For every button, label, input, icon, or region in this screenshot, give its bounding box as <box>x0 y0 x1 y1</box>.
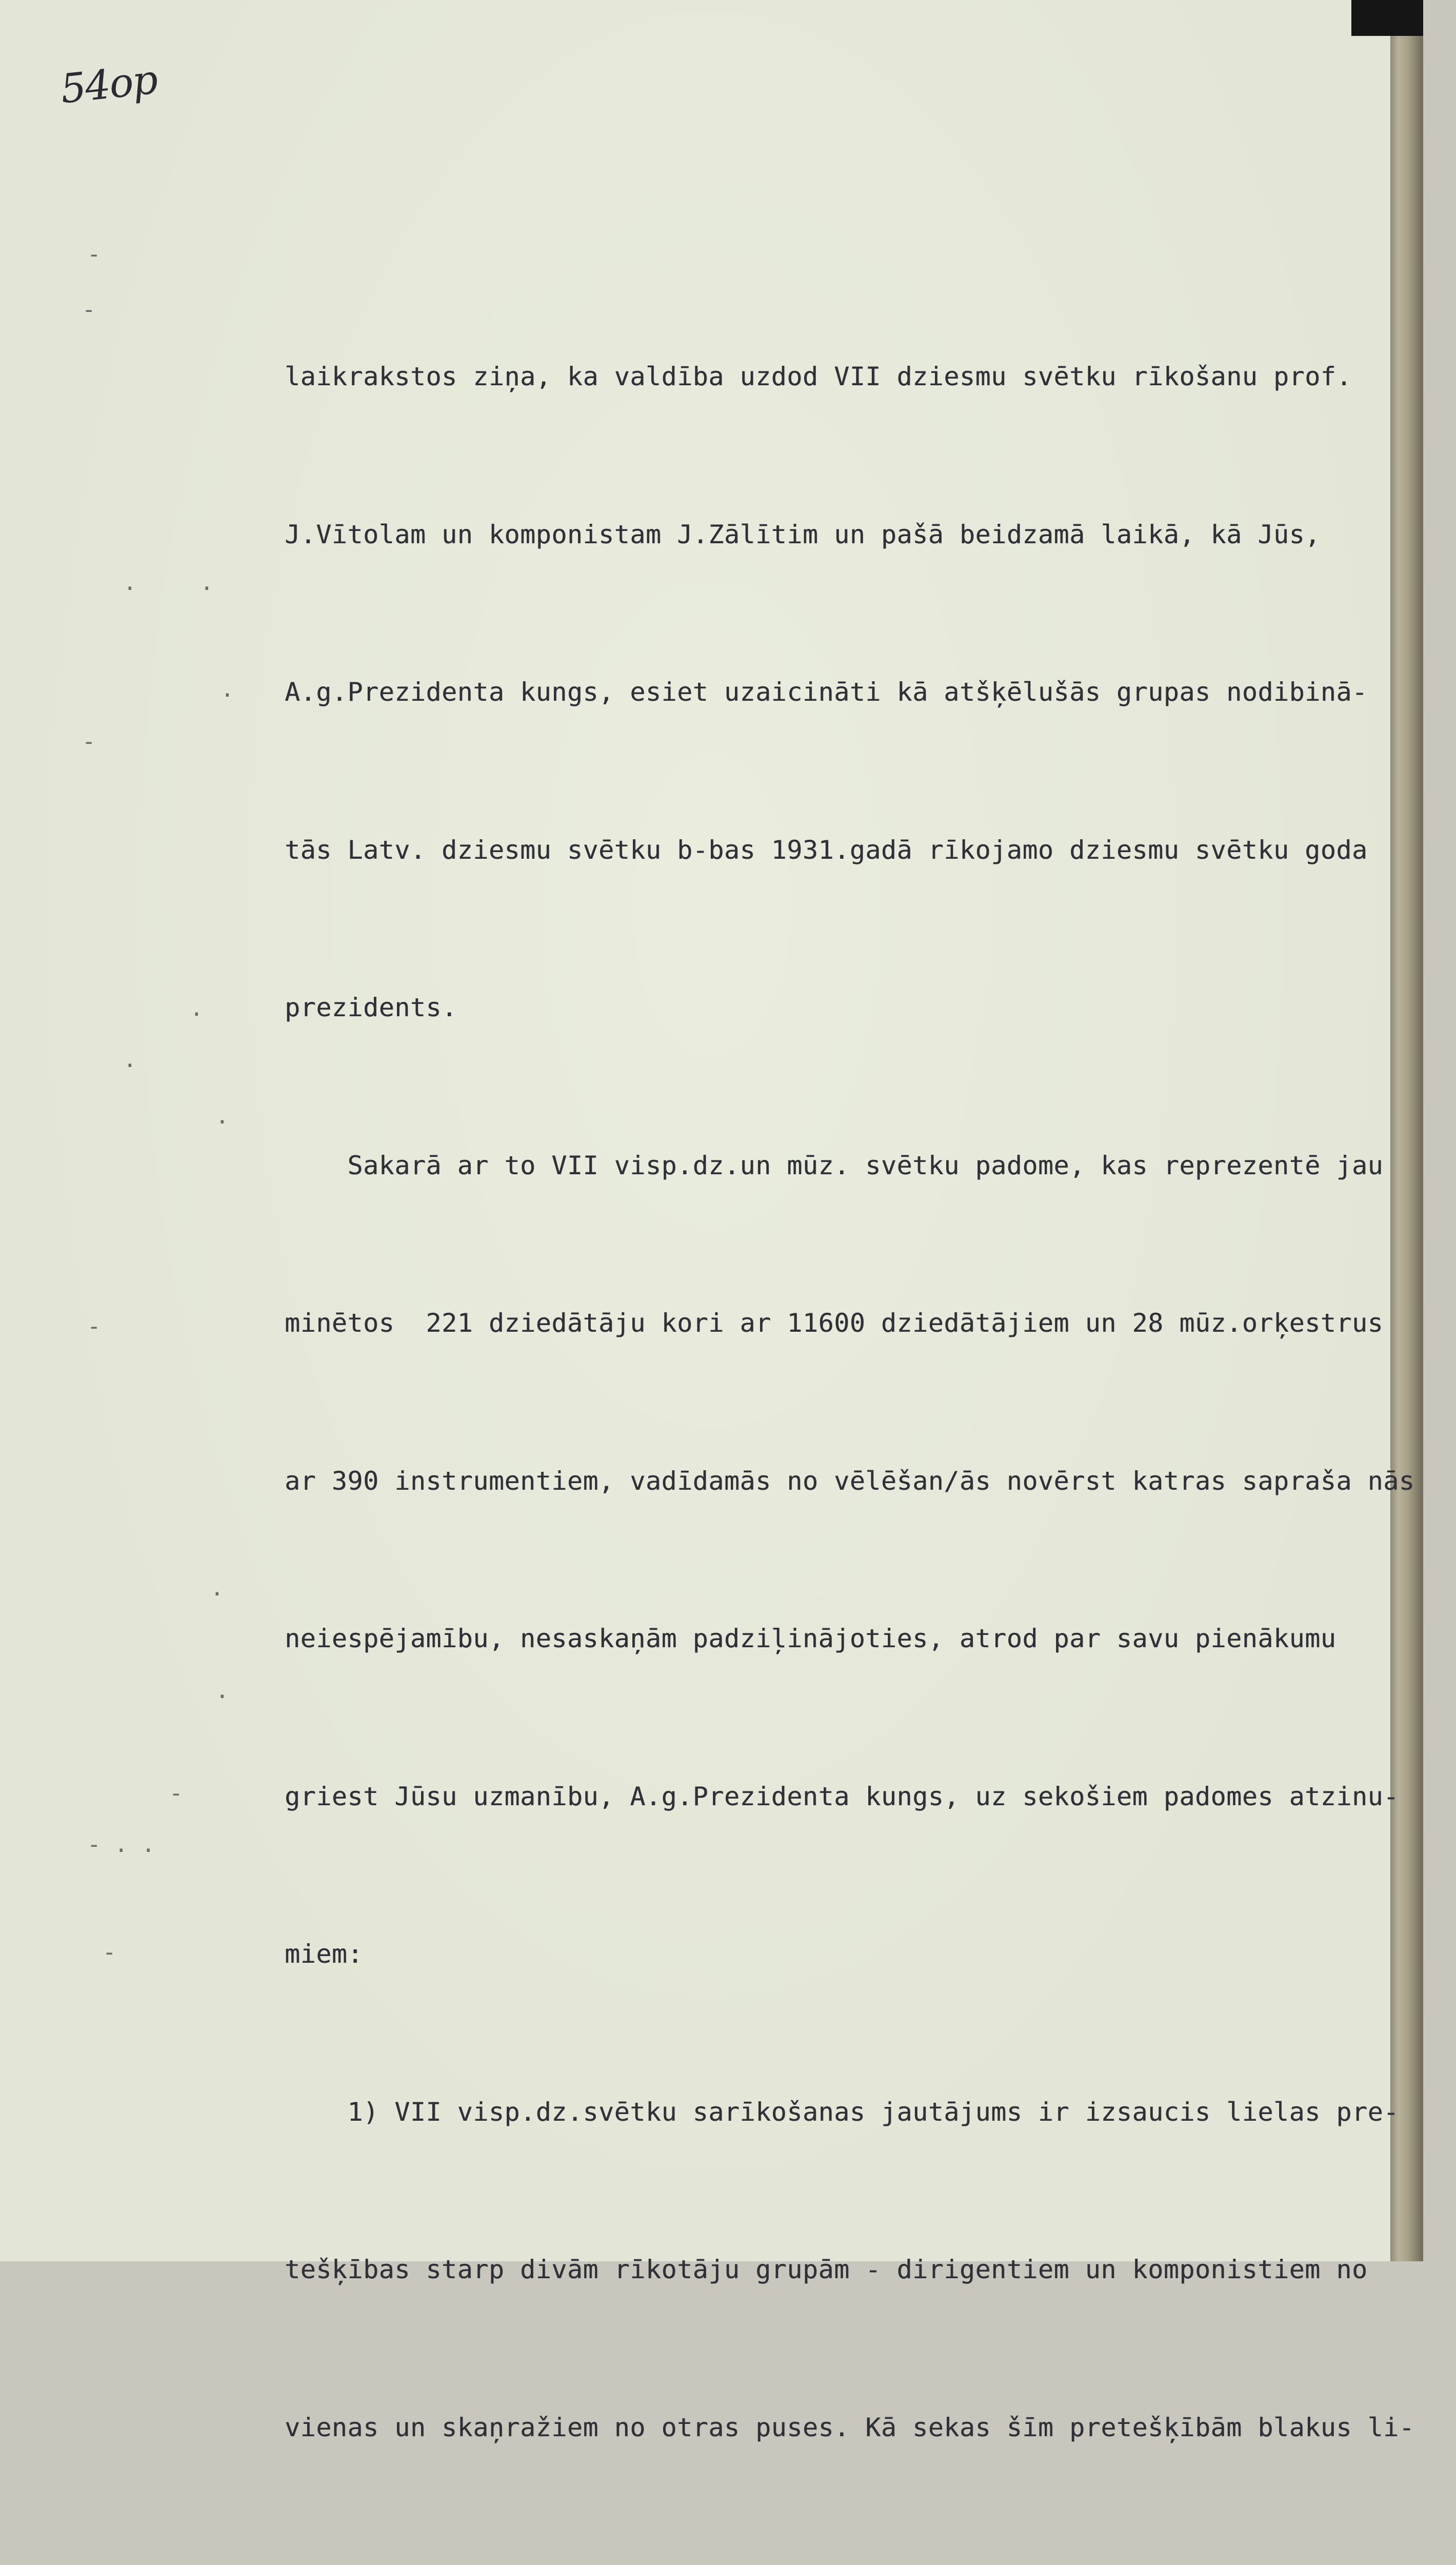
text-line: minētos 221 dziedātāju kori ar 11600 dziedātājiem un 28 mūz.orķestrus <box>285 1308 1384 1338</box>
text-line: tās Latv. dziesmu svētku b-bas 1931.gadā rīkojamo dziesmu svētku goda <box>285 835 1368 865</box>
scan-corner-shadow <box>1351 0 1423 36</box>
margin-tick-mark: - <box>82 728 96 755</box>
text-line: miem: <box>285 1939 364 1969</box>
margin-tick-mark: . <box>215 1678 229 1704</box>
text-line: J.Vītolam un komponistam J.Zālītim un pašā beidzamā laikā, kā Jūs, <box>285 519 1321 549</box>
text-line: Sakarā ar to VII visp.dz.un mūz. svētku padome, kas reprezentē jau <box>285 1150 1384 1180</box>
margin-tick-mark: . <box>221 676 234 702</box>
margin-tick-mark: - <box>103 1939 116 1965</box>
margin-tick-mark: . <box>215 1103 229 1129</box>
margin-tick-mark: . <box>210 1575 224 1601</box>
text-line <box>285 2559 1403 2565</box>
margin-tick-mark: - <box>82 297 96 323</box>
text-line: vienas un skaņražiem no otras puses. Kā sekas šīm pretešķībām blakus li- <box>285 2412 1415 2442</box>
margin-tick-mark: - <box>169 1780 183 1806</box>
margin-tick-mark: . <box>200 569 214 596</box>
margin-tick-mark: . <box>190 995 204 1021</box>
typewritten-letter-body <box>285 245 1415 2565</box>
text-line: prezidents. <box>285 993 457 1022</box>
margin-tick-mark: - . . <box>87 1831 155 1858</box>
margin-tick-mark: - <box>87 1313 101 1339</box>
margin-tick-mark: - <box>87 241 101 267</box>
text-line: ar 390 instrumentiem, vadīdamās no vēlēšan/ās novērst katras sapraša nās <box>285 1466 1415 1496</box>
text-line: neiespējamību, nesaskaņām padziļinājoties, atrod par savu pienākumu <box>285 1624 1337 1653</box>
text-line: A.g.Prezidenta kungs, esiet uzaicināti kā atšķēlušās grupas nodibinā- <box>285 677 1368 707</box>
text-line: laikrakstos ziņa, ka valdība uzdod VII dziesmu svētku rīkošanu prof. <box>285 362 1352 391</box>
margin-tick-mark: . <box>123 1047 137 1073</box>
margin-tick-mark: . <box>123 569 137 596</box>
text-line: griest Jūsu uzmanību, A.g.Prezidenta kungs, uz sekošiem padomes atzinu- <box>285 1781 1399 1811</box>
text-line: tešķības starp divām rīkotāju grupām - dirigentiem un komponistiem no <box>285 2255 1368 2284</box>
text-line: 1) VII visp.dz.svētku sarīkošanas jautājums ir izsaucis lielas pre- <box>285 2097 1399 2127</box>
handwritten-folio-number: 54op <box>58 56 159 113</box>
